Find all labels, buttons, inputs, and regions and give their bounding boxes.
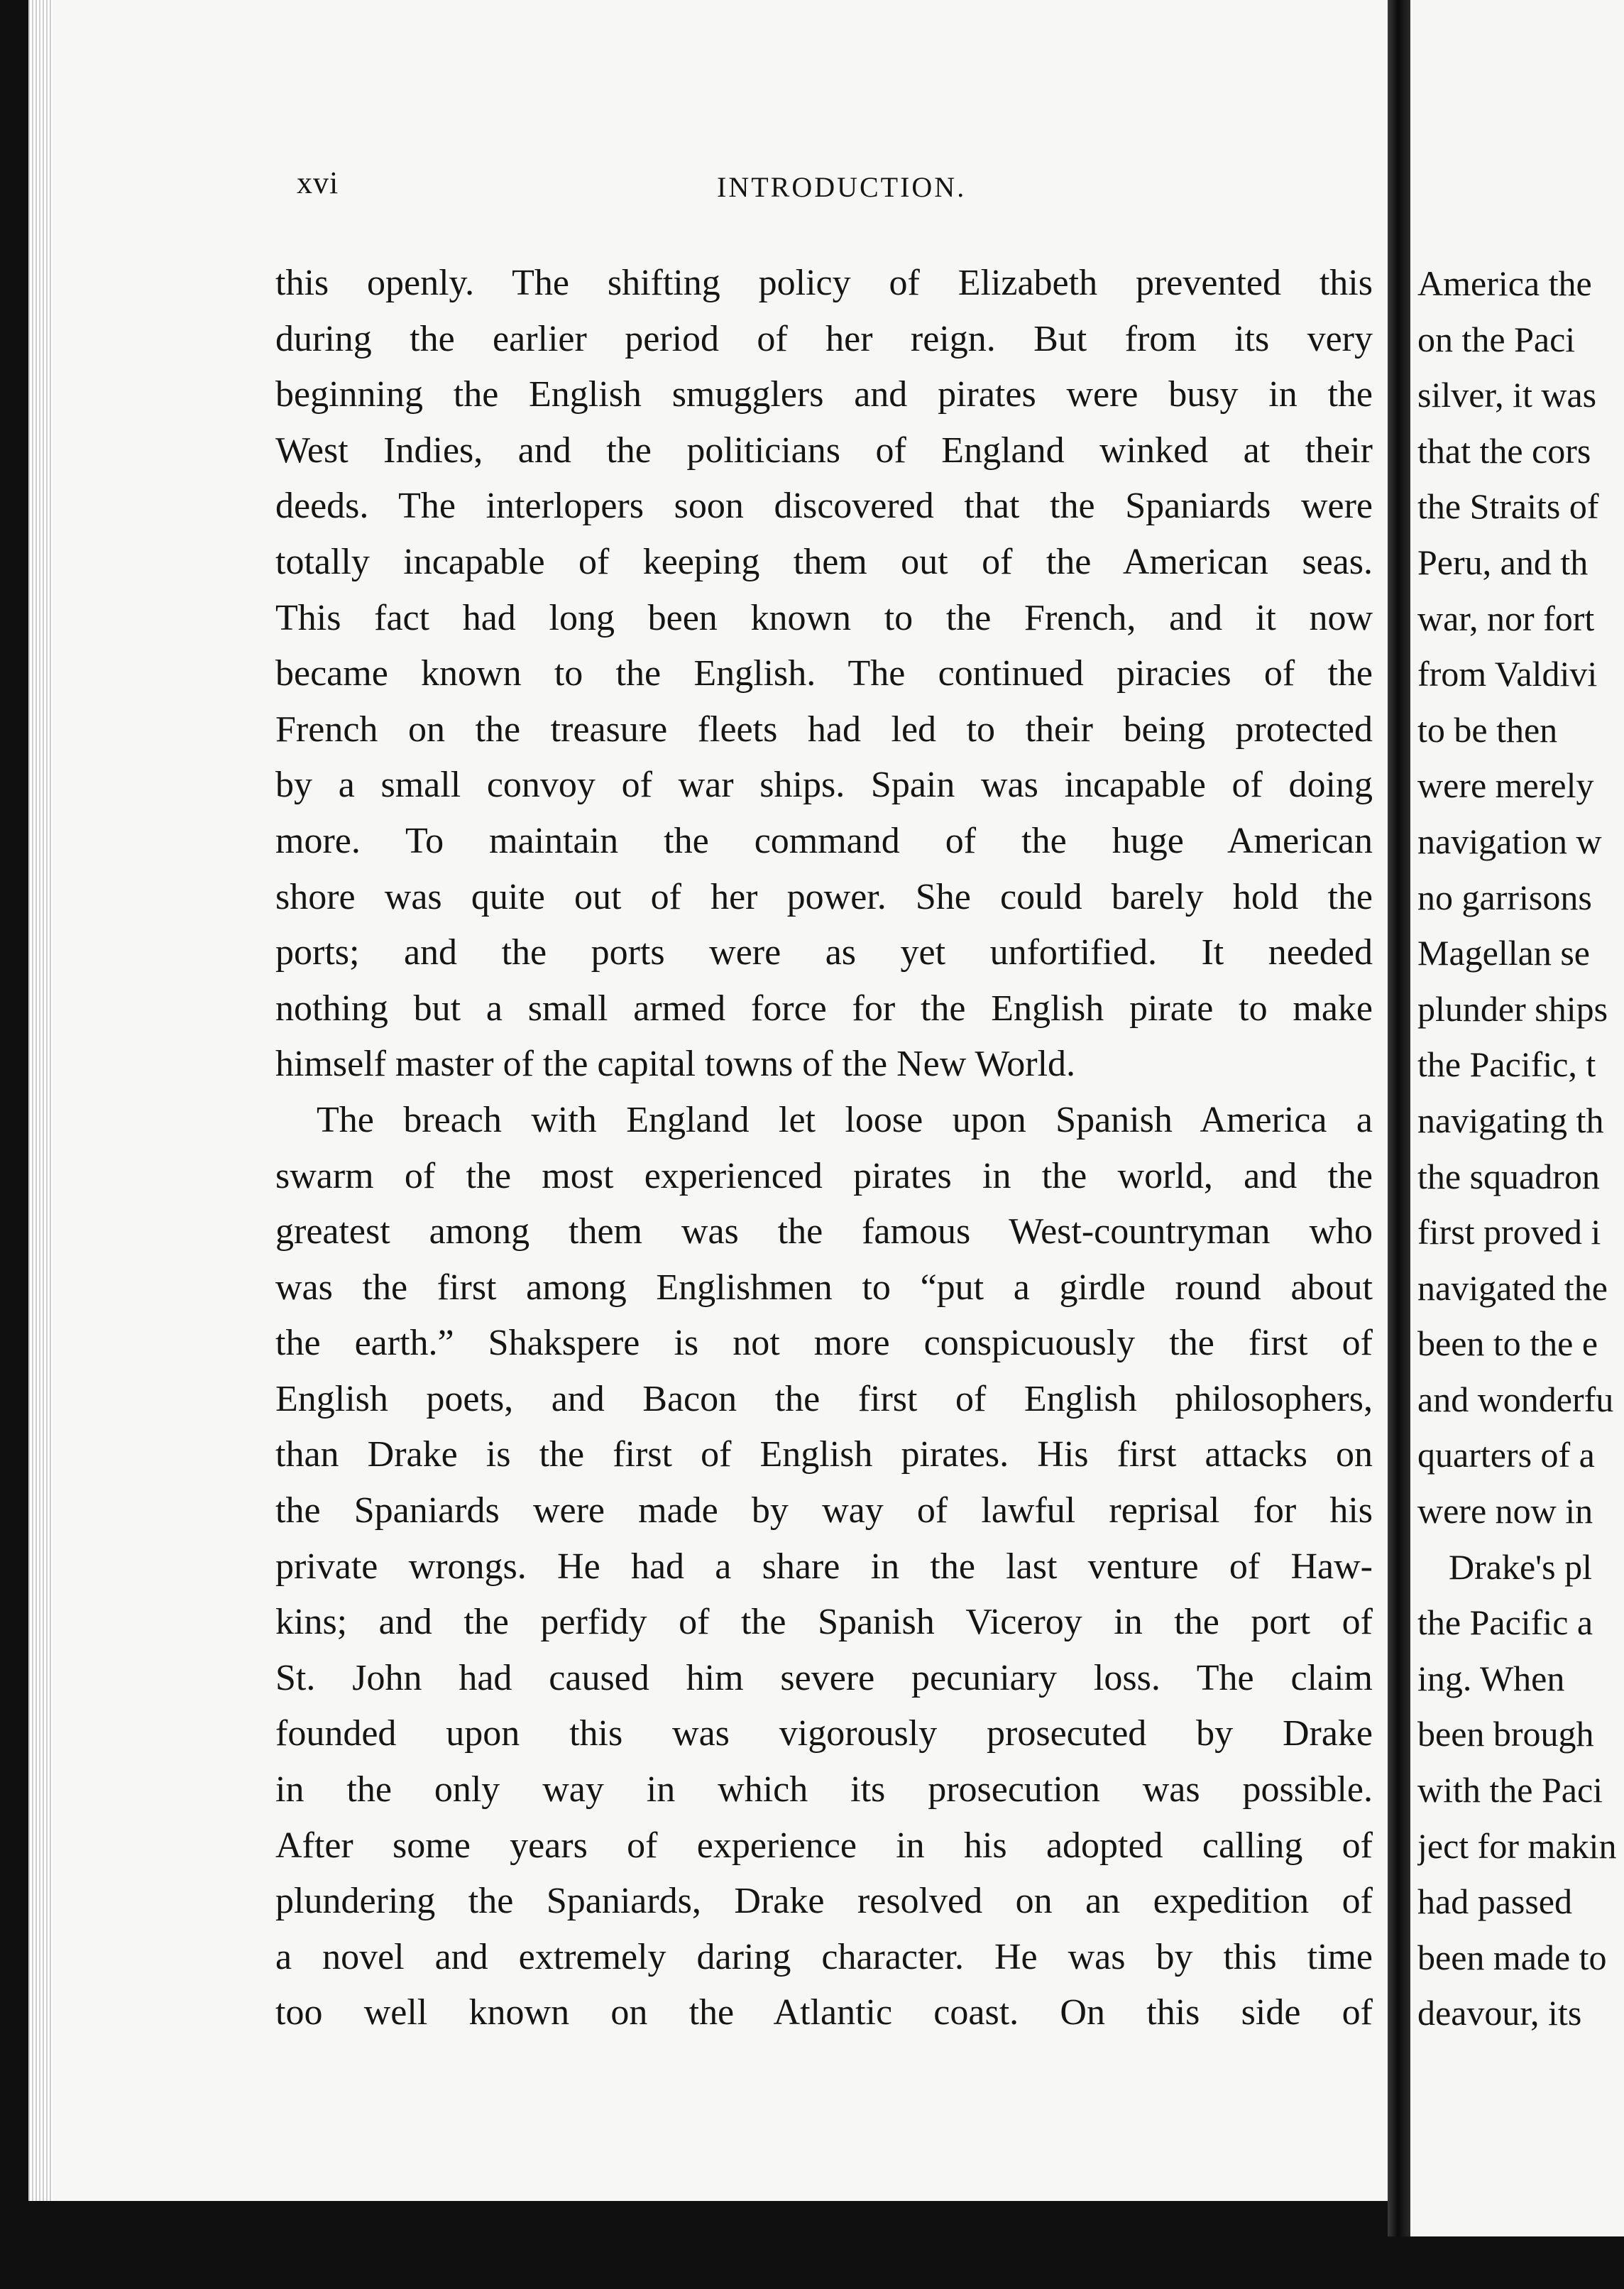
text-line: had passed xyxy=(1417,1881,1572,1922)
text-line: been brough xyxy=(1417,1714,1594,1754)
text-line: quarters of a xyxy=(1417,1435,1595,1475)
text-line: Drake's pl xyxy=(1449,1546,1593,1587)
text-line: plunder ships xyxy=(1417,988,1608,1029)
text-line: been to the e xyxy=(1417,1323,1598,1364)
running-title: INTRODUCTION. xyxy=(717,171,967,203)
right-page-text xyxy=(1417,256,1624,2041)
text-line: After some years of experience in his adopted calling of xyxy=(275,1825,1373,1866)
text-line: too well known on the Atlantic coast. On this side of xyxy=(275,1992,1373,2033)
text-line: this openly. The shifting policy of Elizabeth prevented this xyxy=(275,263,1373,303)
text-line: French on the treasure fleets had led to their being protected xyxy=(275,709,1373,750)
text-line: been made to xyxy=(1417,1937,1607,1977)
text-line: private wrongs. He had a share in the last venture of Haw- xyxy=(275,1546,1373,1587)
text-line: West Indies, and the politicians of England winked at their xyxy=(275,430,1373,471)
text-line: were now in xyxy=(1417,1491,1593,1531)
text-line: beginning the English smugglers and pirates were busy in the xyxy=(275,374,1373,415)
text-line: swarm of the most experienced pirates in the world, and the xyxy=(275,1155,1373,1196)
left-page-text xyxy=(275,256,1373,2041)
text-line: ject for makin xyxy=(1417,1825,1617,1866)
text-line: kins; and the perfidy of the Spanish Viceroy in the port of xyxy=(275,1602,1373,1643)
text-line: ports; and the ports were as yet unfortified. It needed xyxy=(275,932,1373,973)
text-line: himself master of the capital towns of the New World. xyxy=(275,1044,1076,1085)
page-stack-edge xyxy=(28,0,53,2201)
text-line: than Drake is the first of English pirates. His first attacks on xyxy=(275,1434,1373,1475)
text-line: war, nor fort xyxy=(1417,598,1595,638)
text-line: that the cors xyxy=(1417,430,1591,471)
text-line: more. To maintain the command of the huge American xyxy=(275,820,1373,861)
text-line: nothing but a small armed force for the English pirate to make xyxy=(275,988,1373,1029)
text-line: became known to the English. The continued piracies of the xyxy=(275,653,1373,694)
text-line: the Straits of xyxy=(1417,486,1599,527)
text-line: Magellan se xyxy=(1417,933,1590,973)
text-line: first proved i xyxy=(1417,1212,1601,1252)
text-line: ing. When xyxy=(1417,1658,1565,1698)
text-line: during the earlier period of her reign. But from its very xyxy=(275,318,1373,359)
text-line: silver, it was xyxy=(1417,375,1597,415)
book-gutter xyxy=(1388,0,1410,2236)
text-line: English poets, and Bacon the first of English philosophers, xyxy=(275,1378,1373,1419)
text-line: on the Paci xyxy=(1417,319,1576,359)
text-line: the earth.” Shakspere is not more conspicuously the first of xyxy=(275,1323,1373,1364)
text-line: founded upon this was vigorously prosecuted by Drake xyxy=(275,1713,1373,1754)
text-line: the Spaniards were made by way of lawful reprisal for his xyxy=(275,1490,1373,1531)
text-line: a novel and extremely daring character. He was by this time xyxy=(275,1936,1373,1977)
text-line: navigating th xyxy=(1417,1100,1604,1140)
text-line: in the only way in which its prosecution was possible. xyxy=(275,1769,1373,1810)
text-line: from Valdivi xyxy=(1417,654,1598,694)
text-line: the Pacific a xyxy=(1417,1602,1593,1643)
text-line: America the xyxy=(1417,263,1592,303)
text-line: and wonderfu xyxy=(1417,1379,1614,1419)
text-line: shore was quite out of her power. She could barely hold the xyxy=(275,876,1373,917)
text-line: navigated the xyxy=(1417,1267,1608,1308)
page-number: xvi xyxy=(297,165,339,200)
text-line: by a small convoy of war ships. Spain was incapable of doing xyxy=(275,765,1373,806)
text-line: was the first among Englishmen to “put a girdle round about xyxy=(275,1267,1373,1308)
text-line: The breach with England let loose upon Spanish America a xyxy=(317,1099,1373,1140)
text-line: with the Paci xyxy=(1417,1770,1603,1810)
text-line: no garrisons xyxy=(1417,877,1592,917)
text-line: greatest among them was the famous West-countryman who xyxy=(275,1211,1373,1252)
text-line: the squadron xyxy=(1417,1156,1600,1196)
text-line: to be then xyxy=(1417,709,1558,750)
text-line: the Pacific, t xyxy=(1417,1044,1596,1085)
text-line: totally incapable of keeping them out of the American seas. xyxy=(275,541,1373,582)
text-line: deeds. The interlopers soon discovered that the Spaniards were xyxy=(275,486,1373,527)
text-line: deavour, its xyxy=(1417,1993,1582,2033)
text-line: navigation w xyxy=(1417,821,1602,861)
text-line: were merely xyxy=(1417,765,1594,806)
text-line: St. John had caused him severe pecuniary loss. The claim xyxy=(275,1657,1373,1698)
text-line: plundering the Spaniards, Drake resolved on an expedition of xyxy=(275,1881,1373,1922)
text-line: Peru, and th xyxy=(1417,542,1589,582)
text-line: This fact had long been known to the French, and it now xyxy=(275,597,1373,638)
